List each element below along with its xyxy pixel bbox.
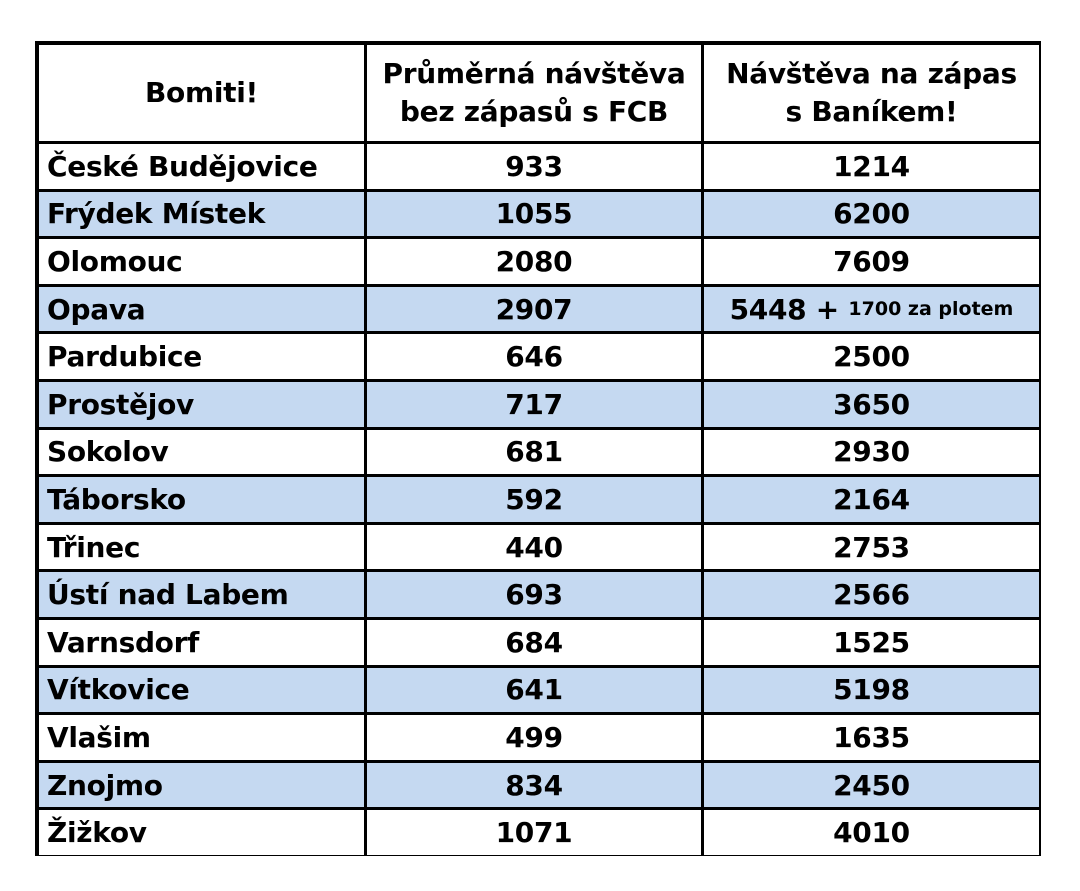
club-name: Prostějov <box>39 382 364 427</box>
club-name: Varnsdorf <box>39 620 364 665</box>
average-attendance: 681 <box>367 430 701 475</box>
club-name: Táborsko <box>39 477 364 522</box>
header-banik-line1: Návštěva na zápas <box>726 57 1017 90</box>
club-name: České Budějovice <box>39 144 364 189</box>
header-club-label: Bomiti! <box>144 76 258 109</box>
average-attendance: 2907 <box>367 287 701 332</box>
banik-attendance: 2930 <box>704 430 1039 475</box>
average-attendance: 834 <box>367 763 701 808</box>
average-attendance: 499 <box>367 715 701 760</box>
average-attendance: 693 <box>367 572 701 617</box>
average-attendance: 646 <box>367 334 701 379</box>
banik-attendance: 2566 <box>704 572 1039 617</box>
header-banik-attendance <box>704 45 1039 141</box>
club-name: Znojmo <box>39 763 364 808</box>
header-club <box>39 45 364 141</box>
banik-attendance: 1635 <box>704 715 1039 760</box>
banik-attendance: 4010 <box>704 810 1039 855</box>
club-name: Vítkovice <box>39 668 364 713</box>
banik-attendance: 2753 <box>704 525 1039 570</box>
banik-attendance: 5198 <box>704 668 1039 713</box>
average-attendance: 933 <box>367 144 701 189</box>
banik-attendance <box>704 287 1039 332</box>
banik-attendance-value: 5448 + <box>729 292 839 326</box>
header-average-line1: Průměrná návštěva <box>382 57 686 90</box>
club-name: Třinec <box>39 525 364 570</box>
club-name: Opava <box>39 287 364 332</box>
header-banik-line2: s Baníkem! <box>785 95 958 128</box>
banik-attendance: 1214 <box>704 144 1039 189</box>
banik-attendance: 2450 <box>704 763 1039 808</box>
average-attendance: 2080 <box>367 239 701 284</box>
banik-attendance: 6200 <box>704 192 1039 237</box>
average-attendance: 1055 <box>367 192 701 237</box>
average-attendance: 717 <box>367 382 701 427</box>
header-average-attendance <box>367 45 701 141</box>
banik-attendance: 7609 <box>704 239 1039 284</box>
club-name: Pardubice <box>39 334 364 379</box>
average-attendance: 1071 <box>367 810 701 855</box>
average-attendance: 440 <box>367 525 701 570</box>
average-attendance: 592 <box>367 477 701 522</box>
club-name: Ústí nad Labem <box>39 572 364 617</box>
club-name: Frýdek Místek <box>39 192 364 237</box>
club-name: Sokolov <box>39 430 364 475</box>
average-attendance: 684 <box>367 620 701 665</box>
header-average-line2: bez zápasů s FCB <box>399 95 669 128</box>
club-name: Olomouc <box>39 239 364 284</box>
banik-attendance: 3650 <box>704 382 1039 427</box>
outside-fence-note: 1700 za plotem <box>848 298 1014 321</box>
attendance-table <box>35 41 1041 856</box>
banik-attendance: 1525 <box>704 620 1039 665</box>
banik-attendance: 2164 <box>704 477 1039 522</box>
club-name: Vlašim <box>39 715 364 760</box>
average-attendance: 641 <box>367 668 701 713</box>
club-name: Žižkov <box>39 810 364 855</box>
banik-attendance: 2500 <box>704 334 1039 379</box>
